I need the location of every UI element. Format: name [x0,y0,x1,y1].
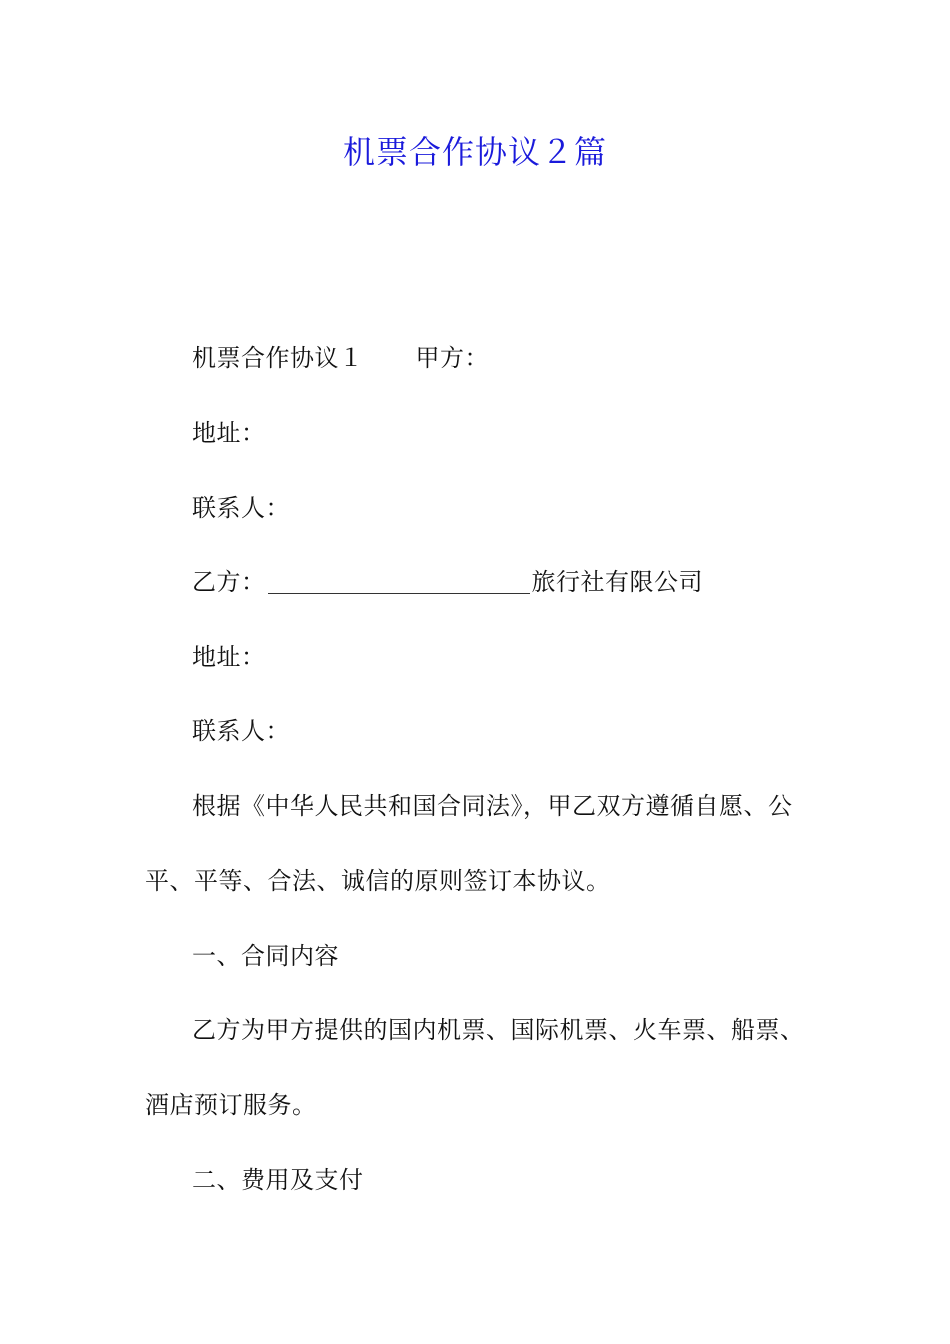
document-title: 机票合作协议２篇 [342,133,607,171]
section-heading-contract-content: 一、合同内容 [192,942,339,970]
paragraph-1-line-1: 根据《中华人民共和国合同法》，甲乙双方遵循自愿、公 [192,792,793,820]
paragraph-1-line-2: 平、平等、合法、诚信的原则签订本协议。 [145,867,611,895]
paragraph-2-line-1: 乙方为甲方提供的国内机票、国际机票、火车票、船票、 [192,1016,805,1044]
party-b-label: 乙方： [192,568,266,596]
party-a-contact: 联系人： [192,494,290,522]
party-b-suffix: 旅行社有限公司 [531,568,703,596]
section-heading-fees-payment: 二、费用及支付 [192,1166,364,1194]
party-b-address: 地址： [192,643,266,671]
agreement-heading-line [192,338,489,378]
party-b-contact: 联系人： [192,717,290,745]
party-a-label: 甲方： [415,344,489,372]
party-b-line [192,562,703,602]
paragraph-2-line-2: 酒店预订服务。 [145,1091,317,1119]
party-a-address: 地址： [192,419,266,447]
party-b-name-blank [268,565,530,594]
agreement-heading: 机票合作协议１ [192,344,364,372]
